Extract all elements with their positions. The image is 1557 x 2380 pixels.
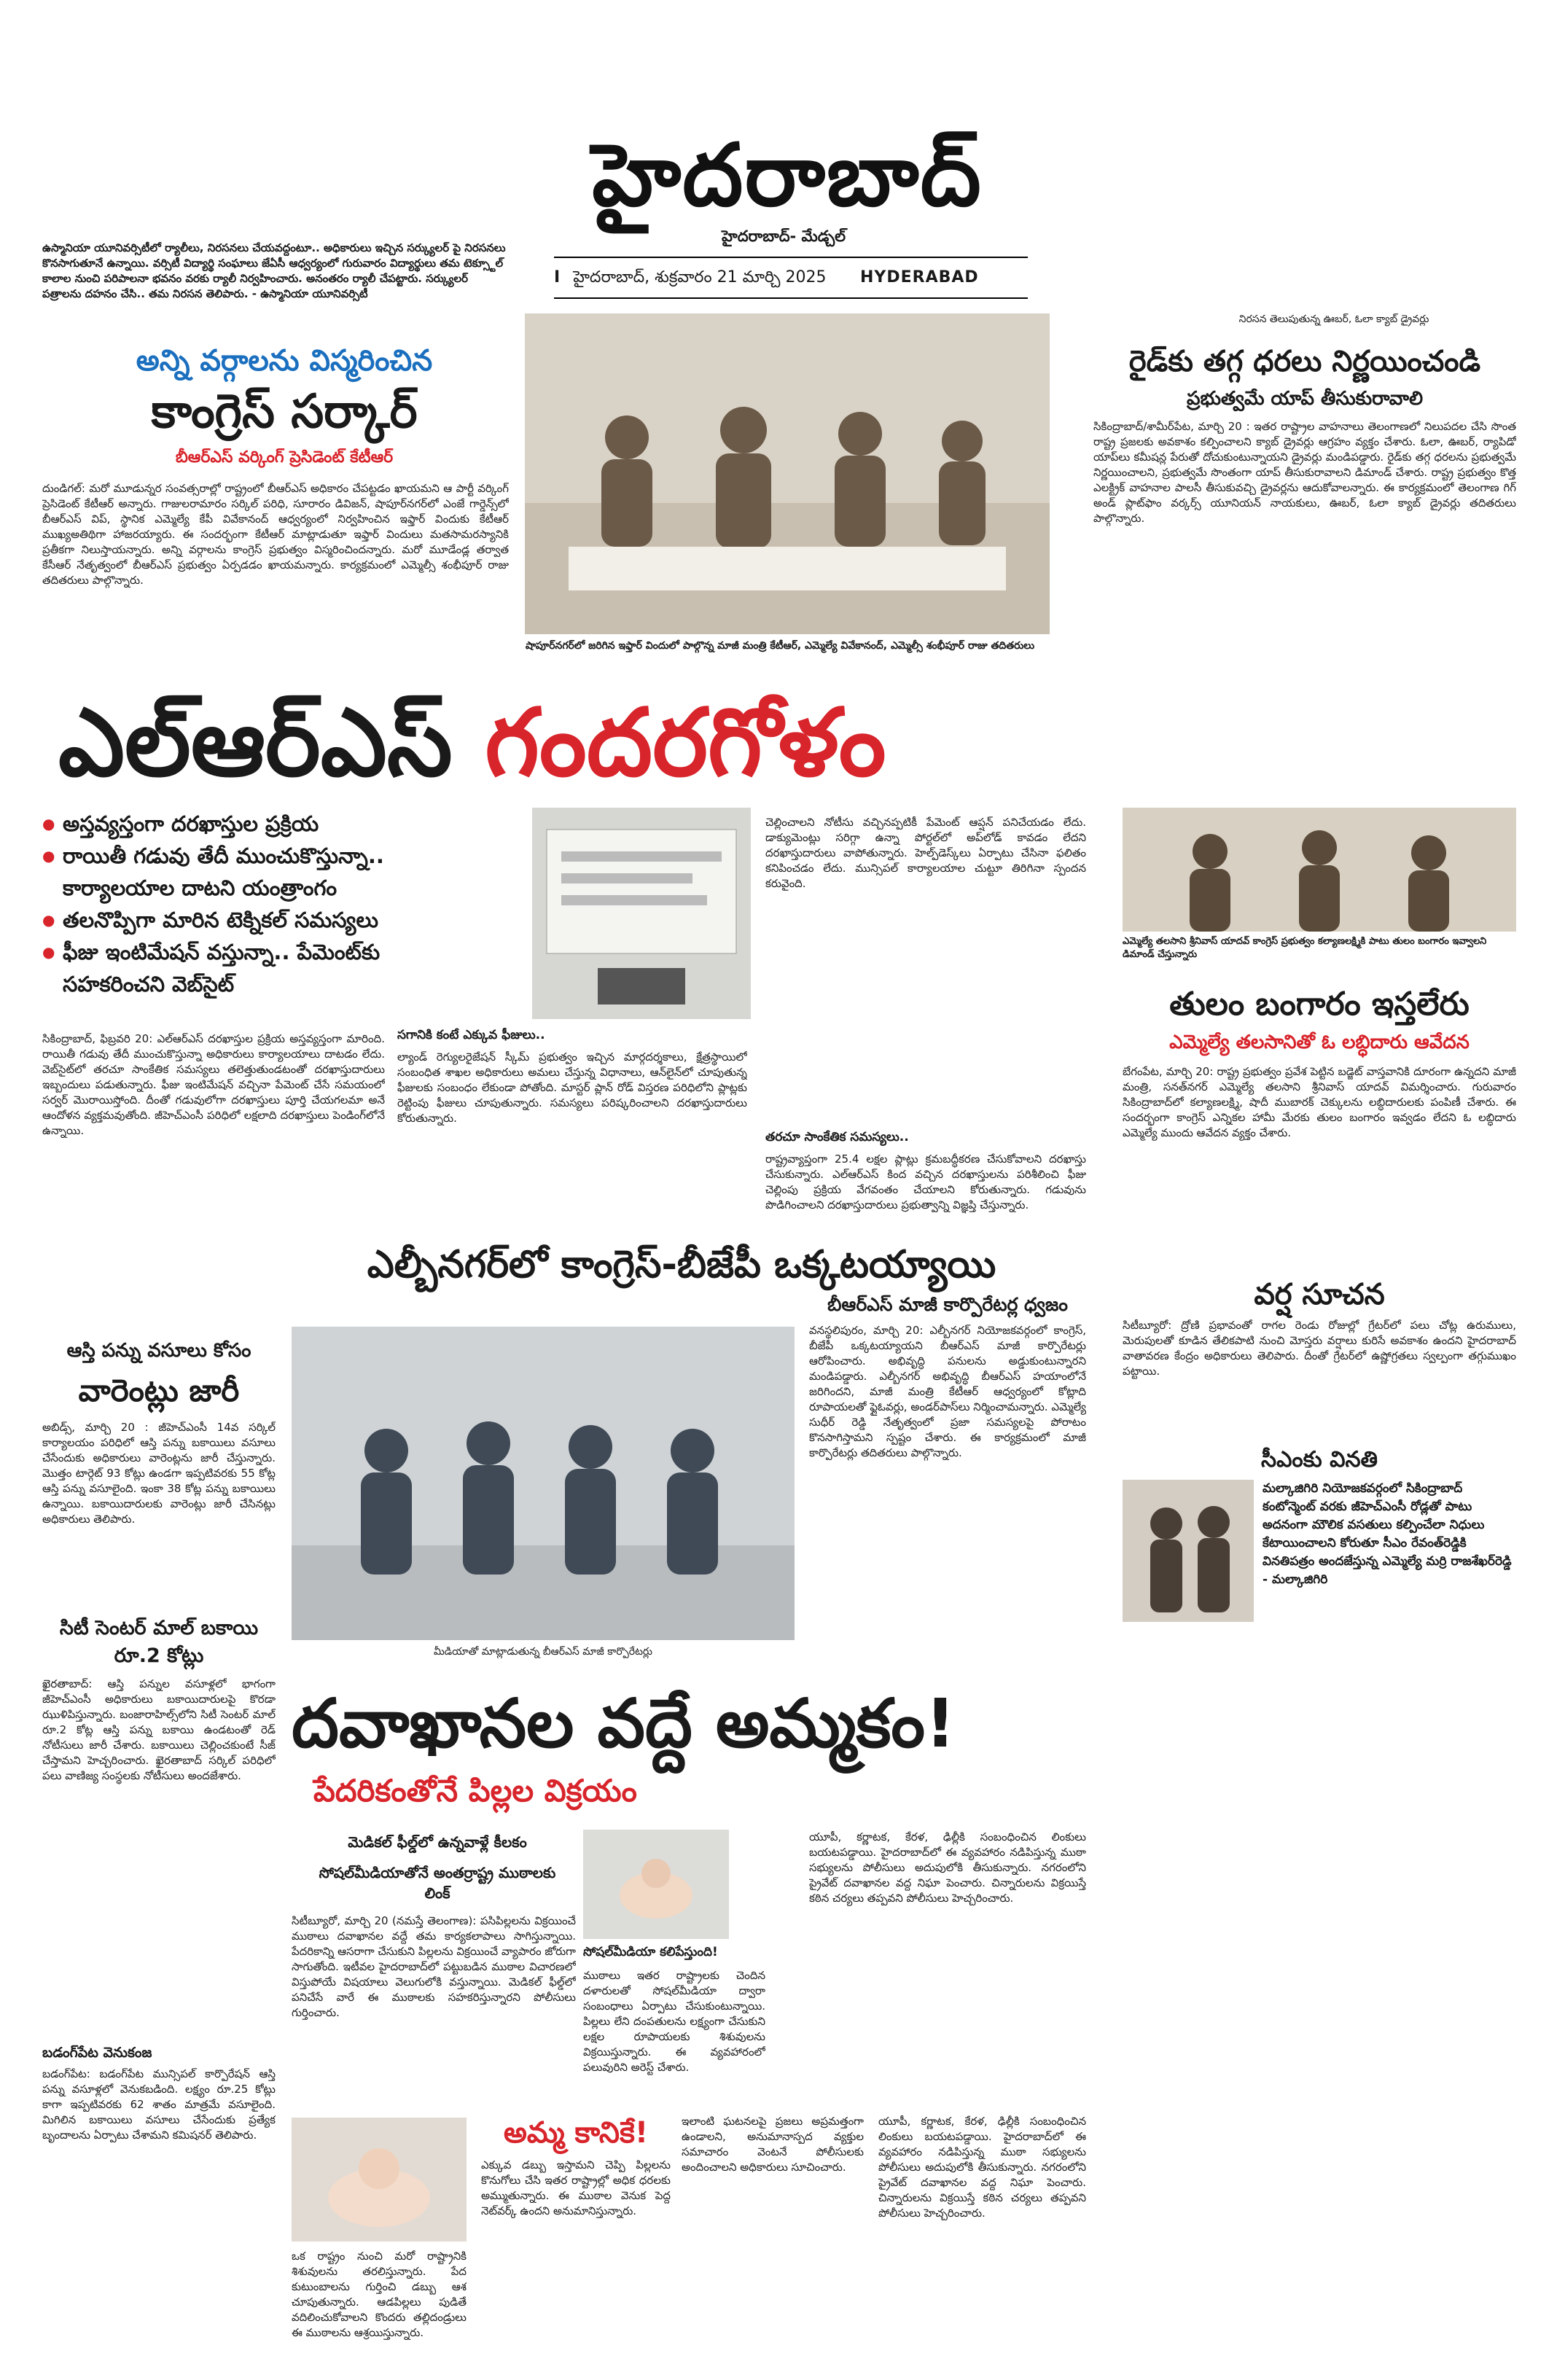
- ride-subhead: ప్రభుత్వమే యాప్ తీసుకురావాలి: [1186, 388, 1424, 410]
- lead-headline-red: గందరగోళం: [485, 689, 886, 797]
- issue-marker: I: [554, 268, 561, 286]
- dateline: [554, 268, 826, 290]
- badangpet-body: బడంగ్‌పేట: బడంగ్‌పేట మున్సిపల్ కార్పొరేషన్ ఆస్తి పన్ను వసూళ్లలో వెనుకబడింది. లక్ష్యం రూ.25 కోట్లు కాగా ఇప్పటివరకు 62 శాతం మాత్రమే వసూలైంది. మిగిలిన బకాయిలు వసూలు చేసేందుకు ప్రత్యేక బృందాలను ఏర్పాటు చేశామని కమిషనర్ తెలిపారు.: [42, 2067, 276, 2142]
- masthead-title: హైదరాబాద్: [592, 124, 983, 225]
- hospital-photo: [583, 1830, 729, 1939]
- lead-bullet: ● రాయితీ గడువు తేదీ ముంచుకొస్తున్నా..: [42, 840, 523, 872]
- hospital-col2b: ఎక్కువ డబ్బు ఇస్తామని చెప్పి పిల్లలను కొనుగోలు చేసి ఇతర రాష్ట్రాల్లో అధిక ధరలకు అమ్ముతున్నారు. ఈ ముఠాల వెనుక పెద్ద నెట్‌వర్క్ ఉందని అనుమానిస్తున్నారు.: [481, 2158, 671, 2217]
- cm-headline: సీఎంకు వినతి: [1261, 1447, 1378, 1472]
- rain-headline: వర్ష సూచన: [1254, 1278, 1385, 1311]
- ou-protest-note: ఉస్మానియా యూనివర్సిటీలో ర్యాలీలు, నిరసనలు చేయవద్దంటూ.. అధికారులు ఇచ్చిన సర్క్యులర్ పై నిరసనలు కొనసాగుతూనే ఉన్నాయి. వర్సిటీ విద్యార్థి సంఘాలు జేఏసీ ఆధ్వర్యంలో గురువారం విద్యార్థులు తమ టెక్స్టూల్ కాలాల నుంచి పరిపాలనా భవనం వరకు ర్యాలీ నిర్వహించారు. అనంతరం ర్యాలీ చేపట్టారు. సర్క్యులర్ పత్రాలను దహనం చేసి.. తమ నిరసన తెలిపారు. - ఉస్మానియా యూనివర్సిటీ: [42, 241, 506, 300]
- lead-body-col1: సికింద్రాబాద్, ఫిబ్రవరి 20: ఎల్‌ఆర్‌ఎస్ దరఖాస్తుల ప్రక్రియ అస్తవ్యస్తంగా మారింది. రాయితీ గడువు తేదీ ముంచుకొస్తున్నా అధికారులు కార్యాలయాలు దాటడం లేదు. వెబ్‌సైట్‌లో తరచూ సాంకేతిక సమస్యలు తలెత్తుతుండటంతో దరఖాస్తుదారులు ఇబ్బందులు పడుతున్నారు. ఫీజు ఇంటిమేషన్ వచ్చినా పేమెంట్ చేసే సమయంలో సర్వర్ మొరాయిస్తోంది. దీంతో గడువులోగా దరఖాస్తులు పూర్తి చేయగలమా అనే ఆందోళన వ్యక్తమవుతోంది. జీహెచ్‌ఎంసీ పరిధిలో లక్షలాది దరఖాస్తులు పెండింగ్‌లోనే ఉన్నాయి.: [42, 1032, 385, 1137]
- warrants-kicker: ఆస్తి పన్ను వసూలు కోసం: [66, 1340, 251, 1362]
- gold-subhead: ఎమ్మెల్యే తలసానితో ఓ లబ్ధిదారు ఆవేదన: [1169, 1031, 1470, 1053]
- ride-body: సికింద్రాబాద్/శామీర్‌పేట, మార్చి 20 : ఇతర రాష్ట్రాల వాహనాలు తెలంగాణలో నిలుపదల చేసి సొంత రాష్ట్ర ప్రజలకు అవకాశం కల్పించాలని క్యాబ్ డ్రైవర్లు ఆగ్రహం వ్యక్తం చేశారు. ఓలా, ఊబర్, ర్యాపిడో యాప్‌లు కమీషన్ల పేరుతో దోచుకుంటున్నాయని డ్రైవర్లు మండిపడ్డారు. రైడ్‌కు తగ్గ ధరలను ప్రభుత్వమే నిర్ణయించాలని, ప్రభుత్వమే సొంతంగా యాప్ తీసుకురావాలని డిమాండ్ చేశారు. రాష్ట్ర ప్రభుత్వం కొత్త ఎలక్ట్రిక్ వాహనాల పాలసీ తీసుకువచ్చి డ్రైవర్లను ఆదుకోవాలన్నారు. ఈ కార్యక్రమంలో తెలంగాణ గిగ్ అండ్ ప్లాట్‌ఫాం వర్కర్స్ యూనియన్ నాయకులు, ఊబర్, ఓలా క్యాబ్ డ్రైవర్లు తదితరులు పాల్గొన్నారు.: [1093, 420, 1516, 525]
- congress-kicker: అన్ని వర్గాలను విస్మరించిన: [136, 344, 433, 378]
- congress-body: దుండిగల్: మరో మూడున్నర సంవత్సరాల్లో రాష్ట్రంలో బీఆర్ఎస్ అధికారం చేపట్టడం ఖాయమని ఆ పార్టీ వర్కింగ్ ప్రెసిడెంట్ కేటీఆర్ అన్నారు. గాజులరామారం సర్కిల్ పరిధి, సూరారం డివిజన్, షాపూర్‌నగర్‌లో ఎంజే గార్డెన్స్‌లో బీఆర్ఎస్ విప్, స్థానిక ఎమ్మెల్యే కేపీ వివేకానంద్ ఆధ్వర్యంలో నిర్వహించిన ఇఫ్తార్ విందుకు కేటీఆర్ ముఖ్యఅతిథిగా హాజరయ్యారు. ఈ సందర్భంగా కేటీఆర్ మాట్లాడుతూ ఇఫ్తార్ విందులు మతసామరస్యానికి ప్రతీకగా నిలుస్తాయన్నారు. అన్ని వర్గాలను కాంగ్రెస్ ప్రభుత్వం విస్మరించిందన్నారు. మరో మూడేండ్ల తర్వాత కేసీఆర్ నేతృత్వంలో బీఆర్ఎస్ ప్రభుత్వం ఏర్పడడం ఖాయమన్నారు. కార్యక్రమంలో ఎమ్మెల్సీ శంభీపూర్ రాజు తదితరులు పాల్గొన్నారు.: [42, 482, 509, 587]
- lead-body-col3: చెల్లించాలని నోటీసు వచ్చినప్పటికీ పేమెంట్ ఆప్షన్ పనిచేయడం లేదు. డాక్యుమెంట్లు సరిగ్గా ఉన్నా పోర్టల్‌లో అప్‌లోడ్ కావడం లేదని దరఖాస్తుదారులు వాపోతున్నారు. హెల్ప్‌డెస్క్‌లు ఏర్పాటు చేసినా ఫలితం కనిపించడం లేదు. మున్సిపల్ కార్యాలయాల చుట్టూ తిరిగినా స్పందన కరువైంది.: [765, 816, 1086, 890]
- lead-headline-black: ఎల్‌ఆర్‌ఎస్: [58, 689, 453, 797]
- hospital-tag1: మెడికల్ ఫీల్డ్‌లో ఉన్నవాళ్లే కీలకం: [348, 1833, 527, 1851]
- ride-headline: రైడ్‌కు తగ్గ ధరలు నిర్ణయించండి: [1128, 345, 1481, 378]
- lead-bullet: ● ఫీజు ఇంటిమేషన్ వస్తున్నా.. పేమెంట్‌కు: [42, 936, 523, 968]
- cm-photo-illustration: [1123, 1480, 1254, 1622]
- baby-photo-illustration: [292, 2118, 467, 2242]
- lbnagar-subhead: బీఆర్ఎస్ మాజీ కార్పొరేటర్ల ధ్వజం: [827, 1294, 1068, 1315]
- rain-body: సిటీబ్యూరో: ద్రోణి ప్రభావంతో రాగల రెండు రోజుల్లో గ్రేటర్‌లో పలు చోట్ల ఉరుములు, మెరుపులతో కూడిన తేలికపాటి నుంచి మోస్తరు వర్షాలు కురిసే అవకాశం ఉందని హైదరాబాద్ వాతావరణ కేంద్రం అధికారులు తెలిపారు. దీంతో గ్రేటర్‌లో ఉష్ణోగ్రతలు స్వల్పంగా తగ్గుముఖం పట్టాయి.: [1123, 1319, 1516, 1378]
- lead-bullets: [42, 808, 523, 1000]
- hospital-tag2: సోషల్‌మీడియాతోనే అంతర్రాష్ట్ర ముఠాలకు లింక్: [319, 1864, 556, 1902]
- lbnagar-body: వనస్థలిపురం, మార్చి 20: ఎల్బీనగర్ నియోజకవర్గంలో కాంగ్రెస్, బీజేపీ ఒక్కటయ్యాయని బీఆర్ఎస్ మాజీ కార్పొరేటర్లు ఆరోపించారు. అభివృద్ధి పనులను అడ్డుకుంటున్నారని మండిపడ్డారు. ఎల్బీనగర్ అభివృద్ధి బీఆర్ఎస్ హయాంలోనే జరిగిందని, మాజీ మంత్రి కేటీఆర్ ఆధ్వర్యంలో కోట్లాది రూపాయలతో ఫ్లైఓవర్లు, అండర్‌పాస్‌లు నిర్మించామన్నారు. ఎమ్మెల్యే సుధీర్ రెడ్డి నేతృత్వంలో ప్రజా సమస్యలపై పోరాటం కొనసాగిస్తామని స్పష్టం చేశారు. ఈ కార్యక్రమంలో మాజీ కార్పొరేటర్లు తదితరులు పాల్గొన్నారు.: [809, 1324, 1086, 1459]
- citycenter-headline: సిటీ సెంటర్ మాల్ బకాయి రూ.2 కోట్లు: [59, 1617, 259, 1667]
- hospital-col3b: యూపీ, కర్ణాటక, కేరళ, ఢిల్లీకి సంబంధించిన లింకులు బయటపడ్డాయి. హైదరాబాద్‌లో ఈ వ్యవహారం నడిపిస్తున్న ముఠా సభ్యులను పోలీసులు అదుపులోకి తీసుకున్నారు. నగరంలోని ప్రైవేట్ దవాఖానల వద్ద నిఘా పెంచారు. చిన్నారులను విక్రయిస్తే కఠిన చర్యలు తప్పవని పోలీసులు హెచ్చరించారు.: [878, 2115, 1086, 2220]
- iftar-photo: [525, 313, 1050, 634]
- masthead-sublocation: హైదరాబాద్- మేడ్చల్: [722, 227, 846, 245]
- lrs-photo: [532, 808, 751, 1019]
- lead-col3-subhead: తరచూ సాంకేతిక సమస్యలు..: [765, 1130, 909, 1144]
- hospital-kicker: [481, 2114, 671, 2152]
- lbnagar-photo-illustration: [292, 1327, 795, 1640]
- hospital-col1b: ఒక రాష్ట్రం నుంచి మరో రాష్ట్రానికి శిశువులను తరలిస్తున్నారు. పేద కుటుంబాలను గుర్తించి డబ్బు ఆశ చూపుతున్నారు. ఆడపిల్లలు పుడితే వదిలించుకోవాలని కొందరు తల్లిదండ్రులు ఈ ముఠాలను ఆశ్రయిస్తున్నారు.: [292, 2250, 467, 2339]
- congress-headline: కాంగ్రెస్ సర్కార్: [151, 385, 418, 439]
- ride-overline: నిరసన తెలుపుతున్న ఊబర్, ఓలా క్యాబ్ డ్రైవర్లు: [1238, 313, 1429, 325]
- masthead-rule: [554, 257, 1028, 258]
- gold-photo: [1123, 808, 1516, 932]
- hospital-photo-illustration: [583, 1830, 729, 1939]
- edition-label: HYDERABAD: [860, 268, 979, 286]
- lead-bullet-continuation: సహకరించని వెబ్‌సైట్: [63, 972, 235, 996]
- iftar-photo-caption: షాపూర్‌నగర్‌లో జరిగిన ఇఫ్తార్ విందులో పాల్గొన్న మాజీ మంత్రి కేటీఆర్, ఎమ్మెల్యే వివేకానంద్, ఎమ్మెల్సీ శంభీపూర్ రాజు తదితరులు: [525, 640, 1035, 652]
- masthead-rule-bottom: [554, 297, 1028, 299]
- hospital-subhead: పేదరికంతోనే పిల్లల విక్రయం: [313, 1773, 637, 1809]
- hospital-col1: సిటీబ్యూరో, మార్చి 20 (నమస్తే తెలంగాణ): పసిపిల్లలను విక్రయించే ముఠాలు దవాఖానల వద్దే తమ కార్యకలాపాలు సాగిస్తున్నాయి. పేదరికాన్ని ఆసరాగా చేసుకుని పిల్లలను విక్రయించే వ్యాపారం జోరుగా సాగుతోంది. ఇటీవల హైదరాబాద్‌లో పట్టుబడిన ముఠాల విచారణలో విస్తుపోయే విషయాలు వెలుగులోకి వస్తున్నాయి. మెడికల్ ఫీల్డ్‌లో పనిచేసే వారే ఈ ముఠాలకు సహకరిస్తున్నారని పోలీసులు గుర్తించారు.: [292, 1914, 576, 2019]
- date-text: హైదరాబాద్, శుక్రవారం 21 మార్చి 2025: [573, 268, 827, 286]
- gold-body: బేగంపేట, మార్చి 20: రాష్ట్ర ప్రభుత్వం ప్రవేశ పెట్టిన బడ్జెట్ వాస్తవానికి దూరంగా ఉన్నదని మాజీ మంత్రి, సనత్‌నగర్ ఎమ్మెల్యే తలసాని శ్రీనివాస్ యాదవ్ విమర్శించారు. గురువారం సికింద్రాబాద్‌లో కల్యాణలక్ష్మి, షాదీ ముబారక్ చెక్కులను లబ్ధిదారులకు పంపిణీ చేశారు. ఈ సందర్భంగా కాంగ్రెస్ ఎన్నికల హామీ మేరకు తులం బంగారం ఇవ్వడం లేదని ఓ లబ్ధిదారు ఎమ్మెల్యే ముందు ఆవేదన వ్యక్తం చేశారు.: [1123, 1065, 1516, 1139]
- lead-bullet-continuation: కార్యాలయాల దాటని యంత్రాంగం: [63, 875, 337, 900]
- lead-bullet: ● అస్తవ్యస్తంగా దరఖాస్తుల ప్రక్రియ: [42, 808, 523, 840]
- hospital-col2-subhead: సోషల్‌మీడియా కలిపేస్తుంది!: [583, 1945, 718, 1959]
- lead-bullet: ● తలనొప్పిగా మారిన టెక్నికల్ సమస్యలు: [42, 904, 523, 936]
- lbnagar-caption: మీడియాతో మాట్లాడుతున్న బీఆర్ఎస్ మాజీ కార్పొరేటర్లు: [433, 1646, 653, 1658]
- hospital-headline: దవాఖానల వద్దే అమ్మకం!: [292, 1685, 956, 1763]
- congress-byline: బీఆర్ఎస్ వర్కింగ్ ప్రెసిడెంట్ కేటీఆర్: [175, 448, 394, 467]
- hospital-col3: యూపీ, కర్ణాటక, కేరళ, ఢిల్లీకి సంబంధించిన లింకులు బయటపడ్డాయి. హైదరాబాద్‌లో ఈ వ్యవహారం నడిపిస్తున్న ముఠా సభ్యులను పోలీసులు అదుపులోకి తీసుకున్నారు. నగరంలోని ప్రైవేట్ దవాఖానల వద్ద నిఘా పెంచారు. చిన్నారులను విక్రయిస్తే కఠిన చర్యలు తప్పవని పోలీసులు హెచ్చరించారు.: [809, 1830, 1086, 1905]
- gold-headline: తులం బంగారం ఇస్తలేరు: [1169, 986, 1470, 1023]
- lead-body-col2: ల్యాండ్ రెగ్యులరైజేషన్ స్కీమ్ ప్రభుత్వం ఇచ్చిన మార్గదర్శకాలు, క్షేత్రస్థాయిలో సంబంధిత శాఖల అధికారులు అమలు చేస్తున్న విధానాలు, ఆన్‌లైన్‌లో చూపుతున్న ఫీజులకు సంబంధం లేకుండా పోతోంది. మాస్టర్ ప్లాన్ రోడ్ విస్తరణ పరిధిలోని ప్లాట్లకు రెట్టింపు ఫీజులు చూపుతున్నారు. సమస్యలు పరిష్కరించాలని దరఖాస్తుదారులు కోరుతున్నారు.: [397, 1050, 747, 1125]
- hospital-col2: ముఠాలు ఇతర రాష్ట్రాలకు చెందిన దళారులతో సోషల్‌మీడియా ద్వారా సంబంధాలు ఏర్పాటు చేసుకుంటున్నాయి. పిల్లలు లేని దంపతులను లక్ష్యంగా చేసుకుని లక్షల రూపాయలకు శిశువులను విక్రయిస్తున్నారు. ఈ వ్యవహారంలో పలువురిని అరెస్ట్ చేశారు.: [583, 1969, 765, 2074]
- gold-overline: ఎమ్మెల్యే తలసాని శ్రీనివాస్ యాదవ్ కాంగ్రెస్ ప్రభుత్వం కల్యాణలక్ష్మికి పాటు తులం బంగారం ఇవ్వాలని డిమాండ్ చేస్తున్నారు: [1123, 936, 1487, 960]
- hospital-col2c: ఇలాంటి ఘటనలపై ప్రజలు అప్రమత్తంగా ఉండాలని, అనుమానాస్పద వ్యక్తుల సమాచారం వెంటనే పోలీసులకు అందించాలని అధికారులు సూచించారు.: [682, 2115, 864, 2174]
- lbnagar-photo: [292, 1327, 795, 1640]
- lbnagar-headline: ఎల్బీనగర్‌లో కాంగ్రెస్-బీజేపీ ఒక్కటయ్యాయి: [367, 1243, 996, 1287]
- badangpet-subhead: బడంగ్‌పేట వెనుకంజ: [42, 2045, 152, 2061]
- warrants-body: అబిడ్స్, మార్చి 20 : జీహెచ్‌ఎంసీ 14వ సర్కిల్ కార్యాలయం పరిధిలో ఆస్తి పన్ను బకాయిలు వసూలు చేసేందుకు అధికారులు వారెంట్లను జారీ చేస్తున్నారు. మొత్తం టార్గెట్ 93 కోట్లు ఉండగా ఇప్పటివరకు 55 కోట్ల ఆస్తి పన్ను వసూలైంది. ఇంకా 38 కోట్ల పన్ను బకాయిలు ఉన్నాయి. బకాయిదారులకు వారెంట్లు జారీ చేసినట్లు అధికారులు తెలిపారు.: [42, 1421, 276, 1526]
- lead-col2-subhead: సగానికి కంటే ఎక్కువ ఫీజులు..: [397, 1028, 545, 1042]
- warrants-headline: వారెంట్లు జారీ: [78, 1373, 240, 1408]
- gold-photo-illustration: [1123, 808, 1516, 932]
- baby-photo: [292, 2118, 467, 2242]
- lrs-photo-illustration: [532, 808, 751, 1019]
- lead-body-col3b: రాష్ట్రవ్యాప్తంగా 25.4 లక్షల ప్లాట్లు క్రమబద్ధీకరణ చేసుకోవాలని దరఖాస్తు చేసుకున్నారు. ఎల్‌ఆర్‌ఎస్ కింద వచ్చిన దరఖాస్తులను పరిశీలించి ఫీజు చెల్లింపు ప్రక్రియ వేగవంతం చేయాలని కోరుతున్నారు. గడువును పొడిగించాలని దరఖాస్తుదారులు ప్రభుత్వాన్ని విజ్ఞప్తి చేస్తున్నారు.: [765, 1152, 1086, 1212]
- cm-photo: [1123, 1480, 1254, 1622]
- cm-body: మల్కాజిగిరి నియోజకవర్గంలో సికింద్రాబాద్ కంటోన్మెంట్ వరకు జీహెచ్‌ఎంసీ రోడ్లతో పాటు అదనంగా మౌలిక వసతులు కల్పించేలా నిధులు కేటాయించాలని కోరుతూ సీఎం రేవంత్‌రెడ్డికి వినతిపత్రం అందజేస్తున్న ఎమ్మెల్యే మర్రి రాజశేఖర్‌రెడ్డి - మల్కాజిగిరి: [1263, 1481, 1512, 1587]
- hospital-kicker-text: అమ్మ కానికే!: [503, 2116, 649, 2150]
- iftar-photo-illustration: [525, 313, 1050, 634]
- citycenter-body: ఖైరతాబాద్: ఆస్తి పన్నుల వసూళ్లలో భాగంగా జీహెచ్‌ఎంసీ అధికారులు బకాయిదారులపై కొరడా ఝుళిపిస్తున్నారు. బంజారాహిల్స్‌లోని సిటీ సెంటర్ మాల్ రూ.2 కోట్ల ఆస్తి పన్ను బకాయి ఉండటంతో రెడ్ నోటీసులు జారీ చేశారు. బకాయిలు చెల్లించకుంటే సీజ్ చేస్తామని హెచ్చరించారు. ఖైరతాబాద్ సర్కిల్ పరిధిలో పలు వాణిజ్య సంస్థలకు నోటీసులు అందజేశారు.: [42, 1677, 276, 1782]
- lead-headline: [58, 689, 1079, 798]
